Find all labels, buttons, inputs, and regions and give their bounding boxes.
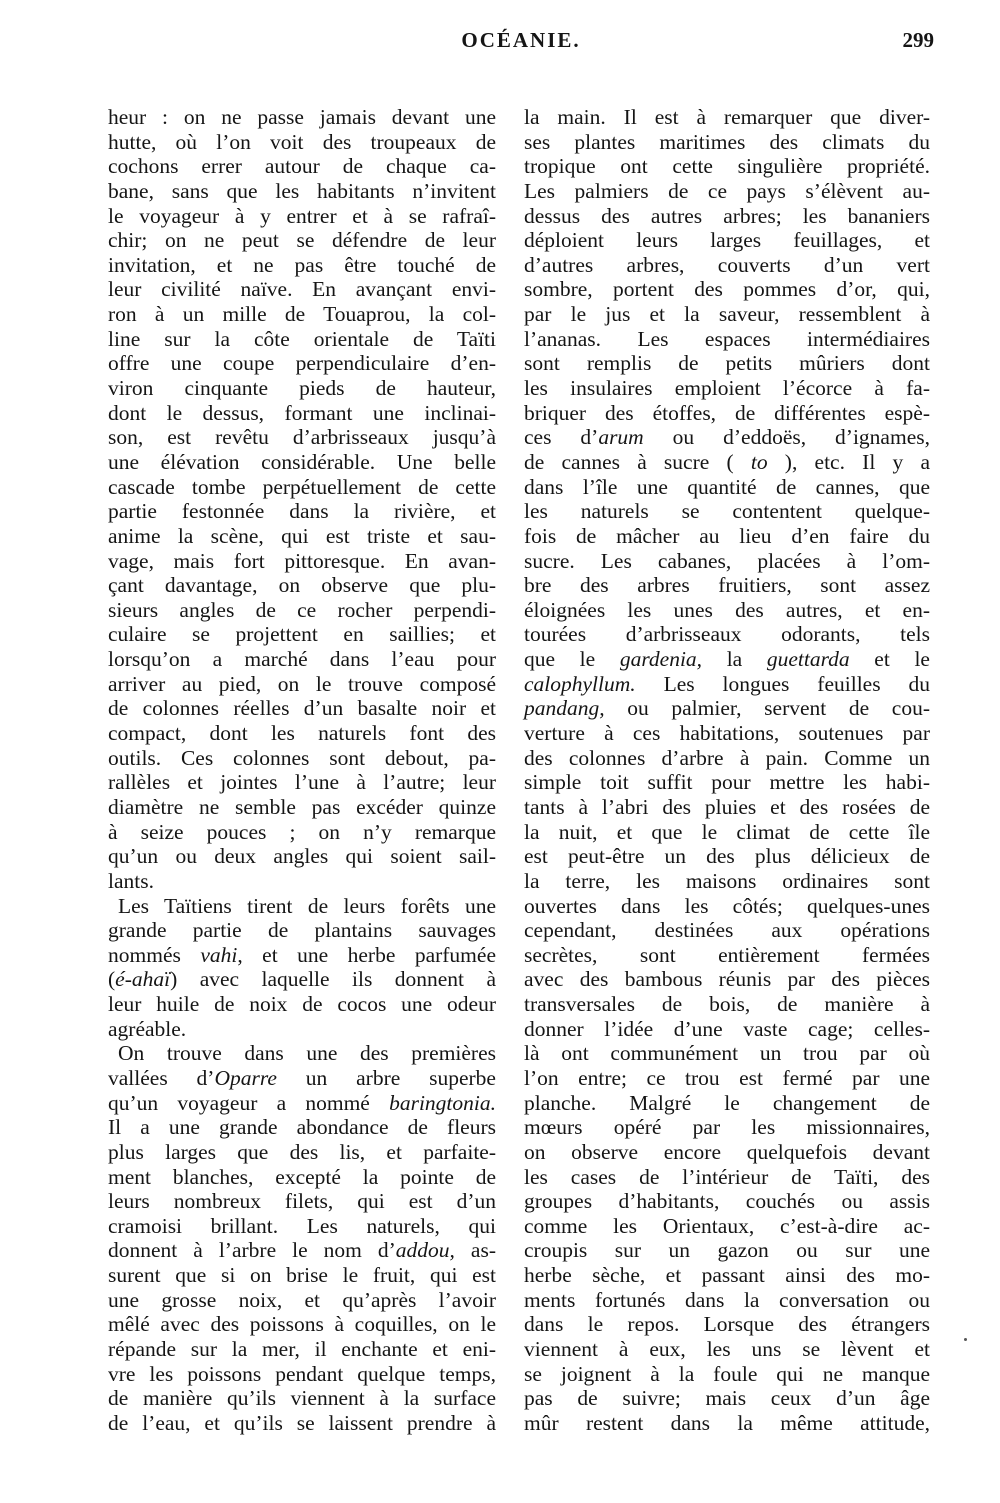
italic-term: arum <box>598 425 644 450</box>
text-line: mûr restent dans la même attitude, <box>524 1410 930 1435</box>
text-line: compact, dont les naturels font des <box>108 721 496 746</box>
text-line: leur huile de noix de cocos une odeur <box>108 992 496 1017</box>
text-line: sucre. Les cabanes, placées à l’om- <box>524 548 930 573</box>
text-line: briquer des étoffes, de différentes espè- <box>524 400 930 425</box>
text-line: tourées d’arbrisseaux odorants, tels <box>524 622 930 647</box>
italic-term: baringtonia. <box>389 1090 496 1115</box>
text-line: calophyllum. Les longues feuilles du <box>524 671 930 696</box>
text-line: heur : on ne passe jamais devant une <box>108 105 496 129</box>
text-line: de cannes à sucre ( to ), etc. Il y a <box>524 449 930 474</box>
text-line: ments fortunés dans la conversation ou <box>524 1287 930 1312</box>
text-line: cochons errer autour de chaque ca- <box>108 154 496 179</box>
text-line: dans le repos. Lorsque des étrangers <box>524 1312 930 1337</box>
text-line: qu’un voyageur a nommé baringtonia. <box>108 1090 496 1115</box>
text-line: ses plantes maritimes des climats du <box>524 129 930 154</box>
text-line: de colonnes réelles d’un basalte noir et <box>108 696 496 721</box>
text-line: chir; on ne peut se défendre de leur <box>108 228 496 253</box>
text-line: planche. Malgré le changement de <box>524 1090 930 1115</box>
page-header <box>108 28 934 58</box>
text-line: outils. Ces colonnes sont debout, pa- <box>108 745 496 770</box>
text-line: la main. Il est à remarquer que diver- <box>524 105 930 129</box>
italic-term: vahi <box>200 942 238 967</box>
text-line: ces d’arum ou d’eddoës, d’ignames, <box>524 425 930 450</box>
text-line: avec des bambous réunis par des pièces <box>524 967 930 992</box>
italic-term: é-ahaï <box>115 967 171 992</box>
text-line: est peut-être un des plus délicieux de <box>524 844 930 869</box>
text-line: croupis sur un gazon ou sur une <box>524 1238 930 1263</box>
text-line: viron cinquante pieds de hauteur, <box>108 376 496 401</box>
text-line: simple toit suffit pour mettre les habi- <box>524 770 930 795</box>
text-line: mêlé avec des poissons à coquilles, on le <box>108 1312 496 1337</box>
text-line: de l’eau, et qu’ils se laissent prendre à <box>108 1410 496 1435</box>
text-line: diamètre ne semble pas excéder quinze <box>108 794 496 819</box>
text-line: qu’un ou deux angles qui soient sail- <box>108 844 496 869</box>
text-line: déploient leurs larges feuillages, et <box>524 228 930 253</box>
right-column <box>524 105 930 1436</box>
text-line: une élévation considérable. Une belle <box>108 449 496 474</box>
text-line: çant davantage, on observe que plu- <box>108 573 496 598</box>
text-line: cascade tombe perpétuellement de cette <box>108 474 496 499</box>
text-line: sont remplis de petits mûriers dont <box>524 351 930 376</box>
text-line: lorsqu’on a marché dans l’eau pour <box>108 647 496 672</box>
text-line: transversales de bois, de manière à <box>524 992 930 1017</box>
text-line: vre les poissons pendant quelque temps, <box>108 1361 496 1386</box>
text-line: line sur la côte orientale de Taïti <box>108 326 496 351</box>
text-line: les naturels se contentent quelque- <box>524 499 930 524</box>
text-line: là ont communément un trou par où <box>524 1041 930 1066</box>
italic-term: addou, <box>395 1238 455 1263</box>
text-line: les cases de l’intérieur de Taïti, des <box>524 1164 930 1189</box>
text-line: les insulaires emploient l’écorce à fa- <box>524 376 930 401</box>
text-line: herbe sèche, et passant ainsi des mo- <box>524 1263 930 1288</box>
text-line: par le jus et la saveur, ressemblent à <box>524 302 930 327</box>
text-line: rallèles et jointes l’une à l’autre; leur <box>108 770 496 795</box>
text-line: l’on entre; ce trou est fermé par une <box>524 1065 930 1090</box>
text-line: surent que si on brise le fruit, qui est <box>108 1263 496 1288</box>
text-line: anime la scène, qui est triste et sau- <box>108 523 496 548</box>
text-line: hutte, où l’on voit des troupeaux de <box>108 129 496 154</box>
running-title: OCÉANIE. <box>461 28 581 52</box>
text-line: leur civilité naïve. En avançant envi- <box>108 277 496 302</box>
text-line: tropique ont cette singulière propriété. <box>524 154 930 179</box>
text-line: son, est revêtu d’arbrisseaux jusqu’à <box>108 425 496 450</box>
print-speck <box>964 1338 967 1341</box>
text-line: cependant, destinées aux opérations <box>524 918 930 943</box>
text-line: cramoisi brillant. Les naturels, qui <box>108 1213 496 1238</box>
text-line: partie festonnée dans la rivière, et <box>108 499 496 524</box>
text-line: bre des arbres fruitiers, sont assez <box>524 573 930 598</box>
text-line: invitation, et ne pas être touché de <box>108 252 496 277</box>
text-line: se joignent à la foule qui ne manque <box>524 1361 930 1386</box>
text-line: Les palmiers de ce pays s’élèvent au- <box>524 178 930 203</box>
text-line: éloignées les unes des autres, et en- <box>524 597 930 622</box>
italic-term: guettarda <box>766 647 850 672</box>
text-line: ment blanches, excepté la pointe de <box>108 1164 496 1189</box>
text-line: dont le dessus, formant une inclinai- <box>108 400 496 425</box>
text-line: des colonnes d’arbre à pain. Comme un <box>524 745 930 770</box>
text-line: l’ananas. Les espaces intermédiaires <box>524 326 930 351</box>
italic-term: to <box>750 449 768 474</box>
text-line: fois de mâcher au lieu d’en faire du <box>524 523 930 548</box>
text-line: vage, mais fort pittoresque. En avan- <box>108 548 496 573</box>
text-line: répande sur la mer, il enchante et eni- <box>108 1337 496 1362</box>
text-line: une grosse noix, et qu’après l’avoir <box>108 1287 496 1312</box>
text-line: mœurs opéré par les missionnaires, <box>524 1115 930 1140</box>
text-line: viennent à eux, les uns se lèvent et <box>524 1337 930 1362</box>
text-line: Il a une grande abondance de fleurs <box>108 1115 496 1140</box>
text-line: sombre, portent des pommes d’or, qui, <box>524 277 930 302</box>
paragraph-start-line: Les Taïtiens tirent de leurs forêts une <box>118 893 496 918</box>
text-line: vallées d’Oparre un arbre superbe <box>108 1065 496 1090</box>
text-line: bane, sans que les habitants n’invitent <box>108 178 496 203</box>
paragraph-end-line: agréable. <box>108 1016 187 1041</box>
text-line: verture à ces habitations, soutenues par <box>524 721 930 746</box>
text-line: (é-ahaï) avec laquelle ils donnent à <box>108 967 496 992</box>
text-line: on observe encore quelquefois devant <box>524 1139 930 1164</box>
text-line: sieurs angles de ce rocher perpendi- <box>108 597 496 622</box>
left-column <box>108 105 496 1436</box>
italic-term: calophyllum. <box>524 671 636 696</box>
page-number: 299 <box>902 28 934 52</box>
text-line: dessus des autres arbres; les bananiers <box>524 203 930 228</box>
text-line: ouvertes dans les côtés; quelques-unes <box>524 893 930 918</box>
text-line: que le gardenia, la guettarda et le <box>524 647 930 672</box>
paragraph-start-line: On trouve dans une des premières <box>118 1041 496 1066</box>
text-line: donner l’idée d’une vaste cage; celles- <box>524 1016 930 1041</box>
text-line: comme les Orientaux, c’est-à-dire ac- <box>524 1213 930 1238</box>
italic-term: gardenia, <box>619 647 703 672</box>
text-line: d’autres arbres, couverts d’un vert <box>524 252 930 277</box>
text-line: tants à l’abri des pluies et des rosées de <box>524 794 930 819</box>
text-line: leurs nombreux filets, qui est d’un <box>108 1189 496 1214</box>
italic-term: Oparre <box>214 1065 277 1090</box>
paragraph-end-line: lants. <box>108 868 154 893</box>
text-line: le voyageur à y entrer et à se rafraî- <box>108 203 496 228</box>
text-line: pandang, ou palmier, servent de cou- <box>524 696 930 721</box>
text-line: secrètes, sont entièrement fermées <box>524 942 930 967</box>
text-line: culaire se projettent en saillies; et <box>108 622 496 647</box>
text-line: ron à un mille de Touaprou, la col- <box>108 302 496 327</box>
text-line: grande partie de plantains sauvages <box>108 918 496 943</box>
text-line: la terre, les maisons ordinaires sont <box>524 868 930 893</box>
text-line: dans l’île une quantité de cannes, que <box>524 474 930 499</box>
text-line: pas de suivre; mais ceux d’un âge <box>524 1386 930 1411</box>
text-line: offre une coupe perpendiculaire d’en- <box>108 351 496 376</box>
text-line: groupes d’habitants, couchés ou assis <box>524 1189 930 1214</box>
text-line: arriver au pied, on le trouve composé <box>108 671 496 696</box>
italic-term: pandang, <box>524 696 605 721</box>
text-line: de manière qu’ils viennent à la surface <box>108 1386 496 1411</box>
text-line: donnent à l’arbre le nom d’addou, as- <box>108 1238 496 1263</box>
text-line: la nuit, et que le climat de cette île <box>524 819 930 844</box>
text-line: plus larges que des lis, et parfaite- <box>108 1139 496 1164</box>
text-line: nommés vahi, et une herbe parfumée <box>108 942 496 967</box>
text-line: à seize pouces ; on n’y remarque <box>108 819 496 844</box>
